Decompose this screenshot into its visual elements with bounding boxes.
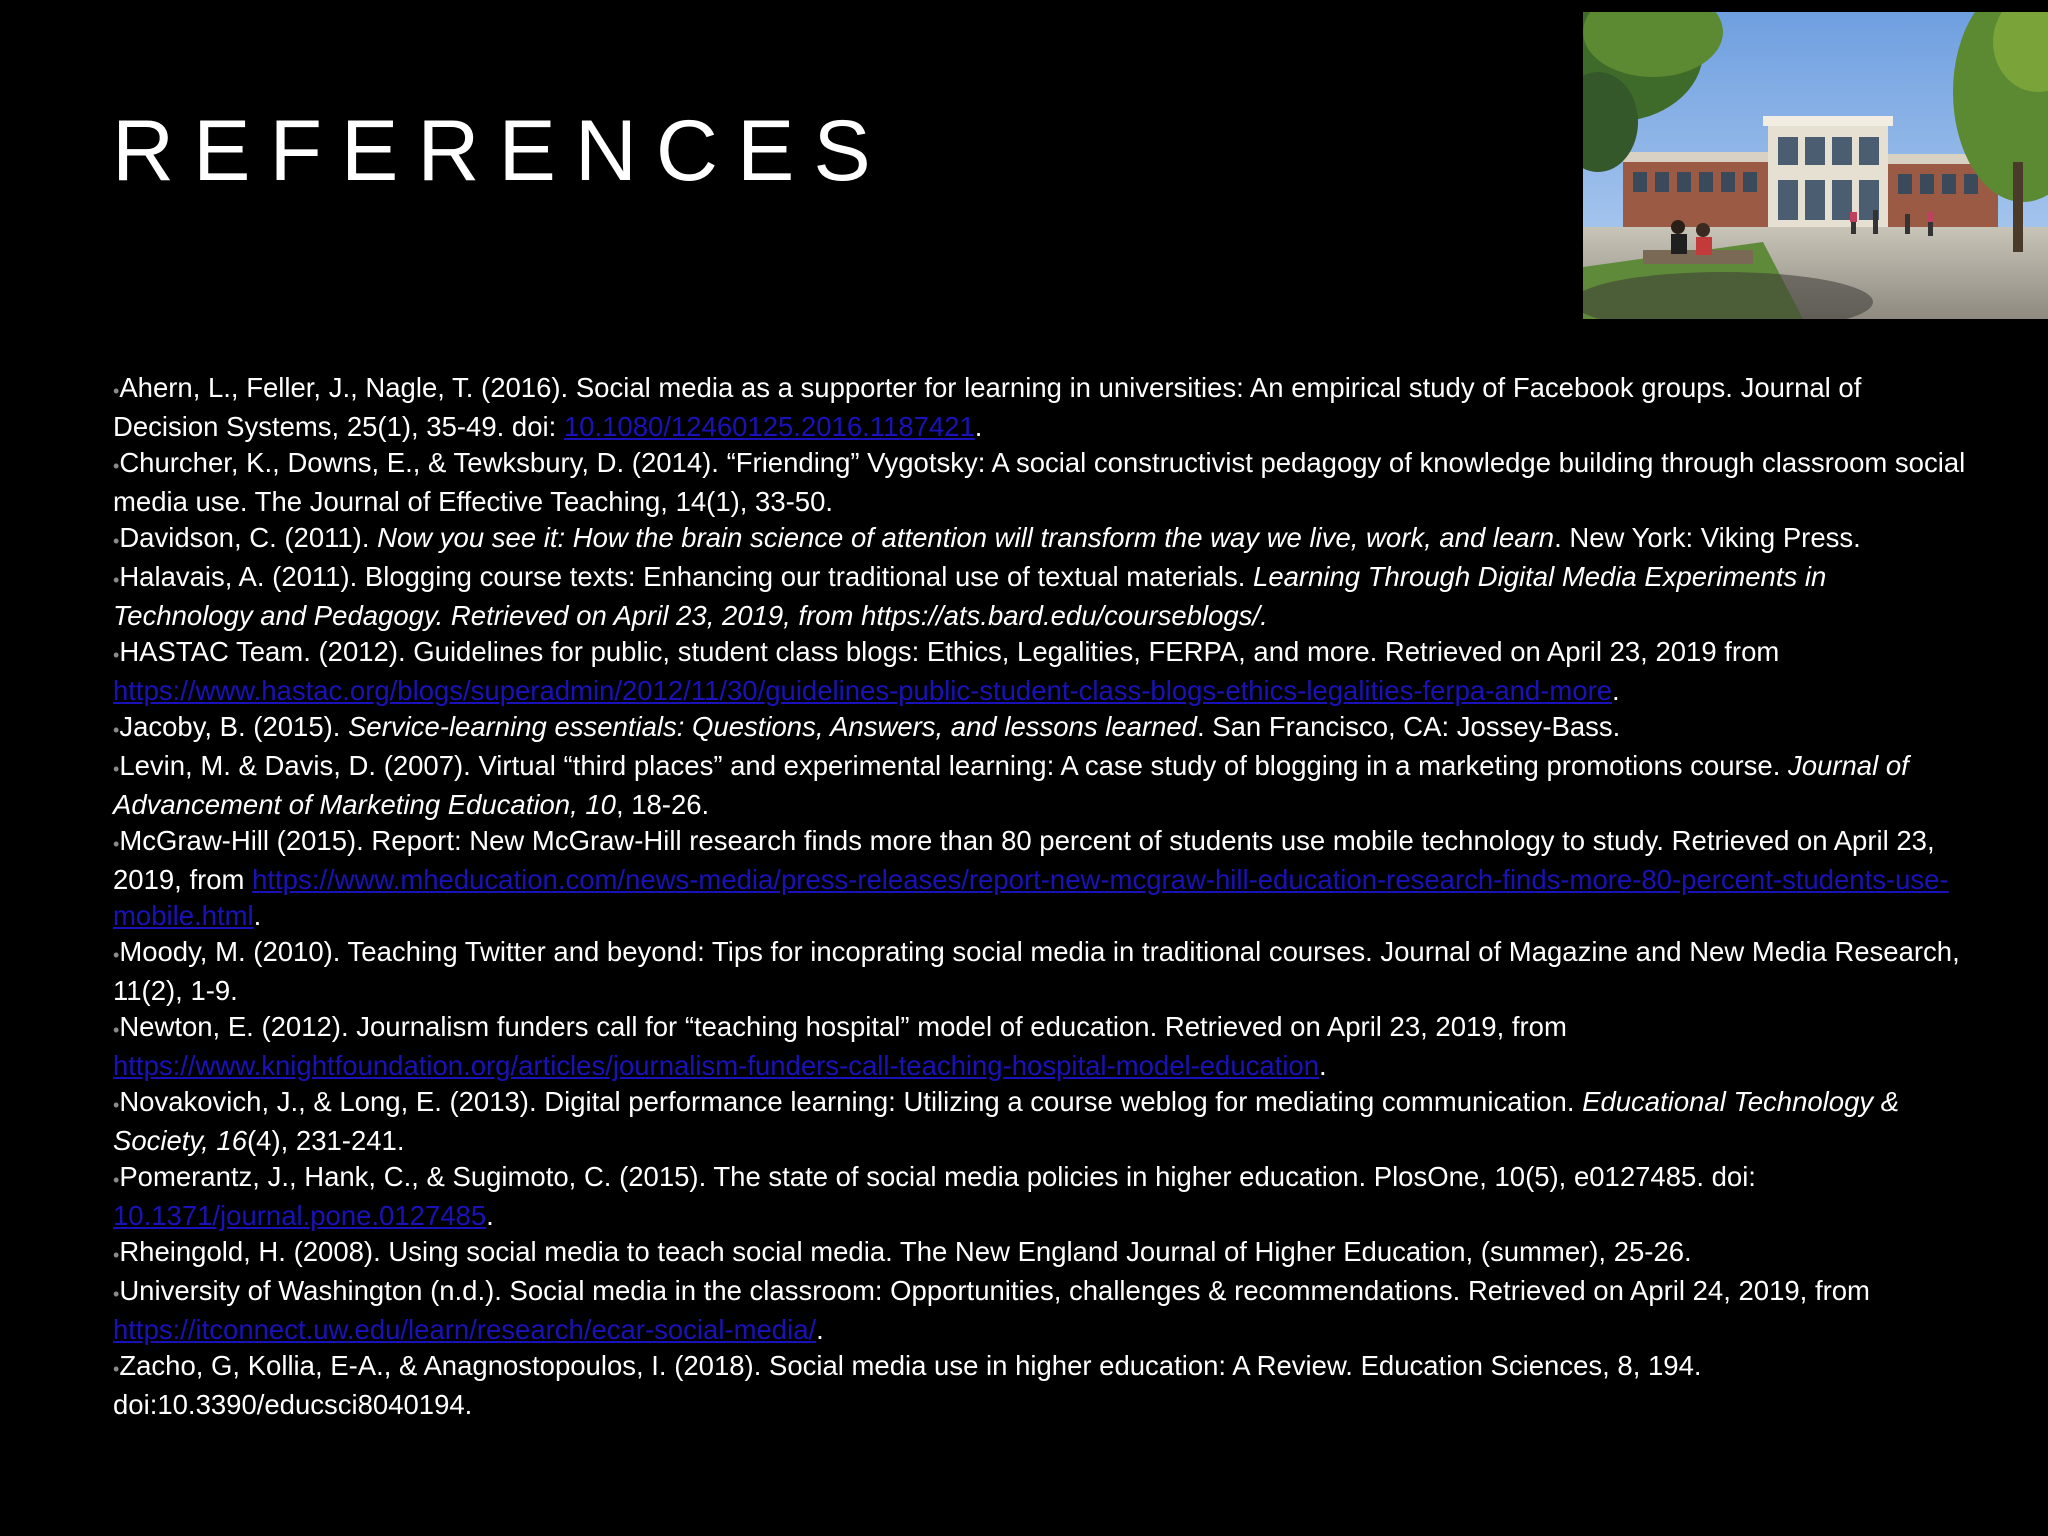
- reference-item: [113, 709, 1973, 748]
- reference-text: McGraw-Hill (2015). Report: New McGraw-Hill research finds more than 80 percent of students use mobile technology to study. Retrieved on April 23, 2019, from: [113, 825, 1935, 895]
- bullet-icon: •: [113, 381, 120, 401]
- reference-text: Ahern, L., Feller, J., Nagle, T. (2016). Social media as a supporter for learning in universities: An empirical study of Facebook groups. Journal of Decision Systems, 25(1), 35-49. doi:: [113, 372, 1862, 442]
- bullet-icon: •: [113, 570, 120, 590]
- reference-text: Moody, M. (2010). Teaching Twitter and beyond: Tips for incoprating social media in traditional courses. Journal of Magazine and New Media Research, 11(2), 1-9.: [113, 936, 1960, 1006]
- reference-link[interactable]: https://itconnect.uw.edu/learn/research/ecar-social-media/: [113, 1314, 817, 1345]
- reference-item: [113, 520, 1973, 559]
- reference-link[interactable]: https://www.mheducation.com/news-media/press-releases/report-new-mcgraw-hill-education-research-finds-more-80-percent-students-use-mobile.html: [113, 864, 1949, 931]
- reference-item: [113, 634, 1973, 709]
- reference-item: [113, 823, 1973, 934]
- reference-link[interactable]: https://www.knightfoundation.org/articles/journalism-funders-call-teaching-hospital-model-education: [113, 1050, 1320, 1081]
- reference-tail: .: [486, 1200, 494, 1231]
- bullet-icon: •: [113, 1170, 120, 1190]
- reference-tail: .: [974, 411, 983, 442]
- bullet-icon: •: [113, 1245, 120, 1265]
- bullet-icon: •: [113, 1020, 120, 1040]
- reference-item: [113, 1348, 1973, 1423]
- reference-item: [113, 559, 1973, 634]
- reference-link[interactable]: https://www.hastac.org/blogs/superadmin/2012/11/30/guidelines-public-student-class-blogs-ethics-legalities-ferpa-and-more: [113, 675, 1613, 706]
- reference-text: Levin, M. & Davis, D. (2007). Virtual “third places” and experimental learning: A case study of blogging in a marketing promotions course.: [119, 750, 1788, 781]
- bullet-icon: •: [113, 1095, 120, 1115]
- reference-item: [113, 370, 1973, 445]
- reference-italic-title: Learning Through Digital Media Experiments in Technology and Pedagogy. Retrieved on April 23, 2019, from https://ats.bard.edu/courseblogs/.: [113, 561, 1827, 631]
- campus-building-photo: [1583, 12, 2048, 319]
- reference-text: Davidson, C. (2011).: [119, 522, 378, 553]
- reference-item: [113, 1234, 1973, 1273]
- reference-tail: .: [253, 900, 262, 931]
- bullet-icon: •: [113, 759, 120, 779]
- bullet-icon: •: [113, 531, 120, 551]
- reference-text: HASTAC Team. (2012). Guidelines for public, student class blogs: Ethics, Legalities, FERPA, and more. Retrieved on April 23, 2019 from: [119, 636, 1780, 667]
- reference-italic-title: Now you see it: How the brain science of attention will transform the way we live, work, and learn: [377, 522, 1555, 553]
- reference-text: University of Washington (n.d.). Social media in the classroom: Opportunities, challenges & recommendations. Retrieved on April 24, 2019, from: [119, 1275, 1870, 1306]
- bullet-icon: •: [113, 1359, 120, 1379]
- bullet-icon: •: [113, 945, 120, 965]
- reference-item: [113, 1273, 1973, 1348]
- bullet-icon: •: [113, 834, 120, 854]
- reference-italic-title: Journal of Advancement of Marketing Education, 10: [113, 750, 1909, 820]
- reference-text: Pomerantz, J., Hank, C., & Sugimoto, C. (2015). The state of social media policies in higher education. PlosOne, 10(5), e0127485. doi:: [119, 1161, 1756, 1192]
- reference-text: Newton, E. (2012). Journalism funders call for “teaching hospital” model of education. Retrieved on April 23, 2019, from: [119, 1011, 1567, 1042]
- reference-item: [113, 1009, 1973, 1084]
- reference-tail: , 18-26.: [615, 789, 710, 820]
- reference-tail: . San Francisco, CA: Jossey-Bass.: [1196, 711, 1621, 742]
- reference-link[interactable]: 10.1371/journal.pone.0127485: [113, 1200, 487, 1231]
- reference-item: [113, 934, 1973, 1009]
- reference-text: Churcher, K., Downs, E., & Tewksbury, D. (2014). “Friending” Vygotsky: A social constructivist pedagogy of knowledge building through classroom social media use. The Journal of Effective Teaching, 14(1), 33-50.: [113, 447, 1966, 517]
- reference-tail: .: [816, 1314, 824, 1345]
- reference-text: Jacoby, B. (2015).: [119, 711, 349, 742]
- reference-item: [113, 445, 1973, 520]
- bullet-icon: •: [113, 456, 120, 476]
- reference-text: Halavais, A. (2011). Blogging course texts: Enhancing our traditional use of textual materials.: [119, 561, 1254, 592]
- bullet-icon: •: [113, 1284, 120, 1304]
- reference-text: Rheingold, H. (2008). Using social media to teach social media. The New England Journal of Higher Education, (summer), 25-26.: [119, 1236, 1692, 1267]
- campus-photo-graphic: [1583, 12, 2048, 319]
- reference-tail: (4), 231-241.: [247, 1125, 405, 1156]
- reference-item: [113, 748, 1973, 823]
- bullet-icon: •: [113, 645, 120, 665]
- reference-item: [113, 1084, 1973, 1159]
- reference-list: [113, 370, 1973, 1423]
- reference-link[interactable]: 10.1080/12460125.2016.1187421: [563, 411, 975, 442]
- reference-tail: .: [1319, 1050, 1327, 1081]
- reference-text: Novakovich, J., & Long, E. (2013). Digital performance learning: Utilizing a course weblog for mediating communication.: [119, 1086, 1583, 1117]
- reference-item: [113, 1159, 1973, 1234]
- reference-text: Zacho, G, Kollia, E-A., & Anagnostopoulos, I. (2018). Social media use in higher education: A Review. Education Sciences, 8, 194. doi:10.3390/educsci8040194.: [113, 1350, 1702, 1420]
- bullet-icon: •: [113, 720, 120, 740]
- slide-title: REFERENCES: [112, 103, 890, 199]
- reference-tail: . New York: Viking Press.: [1554, 522, 1861, 553]
- reference-italic-title: Educational Technology & Society, 16: [113, 1086, 1900, 1156]
- reference-italic-title: Service-learning essentials: Questions, Answers, and lessons learned: [348, 711, 1197, 742]
- reference-tail: .: [1612, 675, 1620, 706]
